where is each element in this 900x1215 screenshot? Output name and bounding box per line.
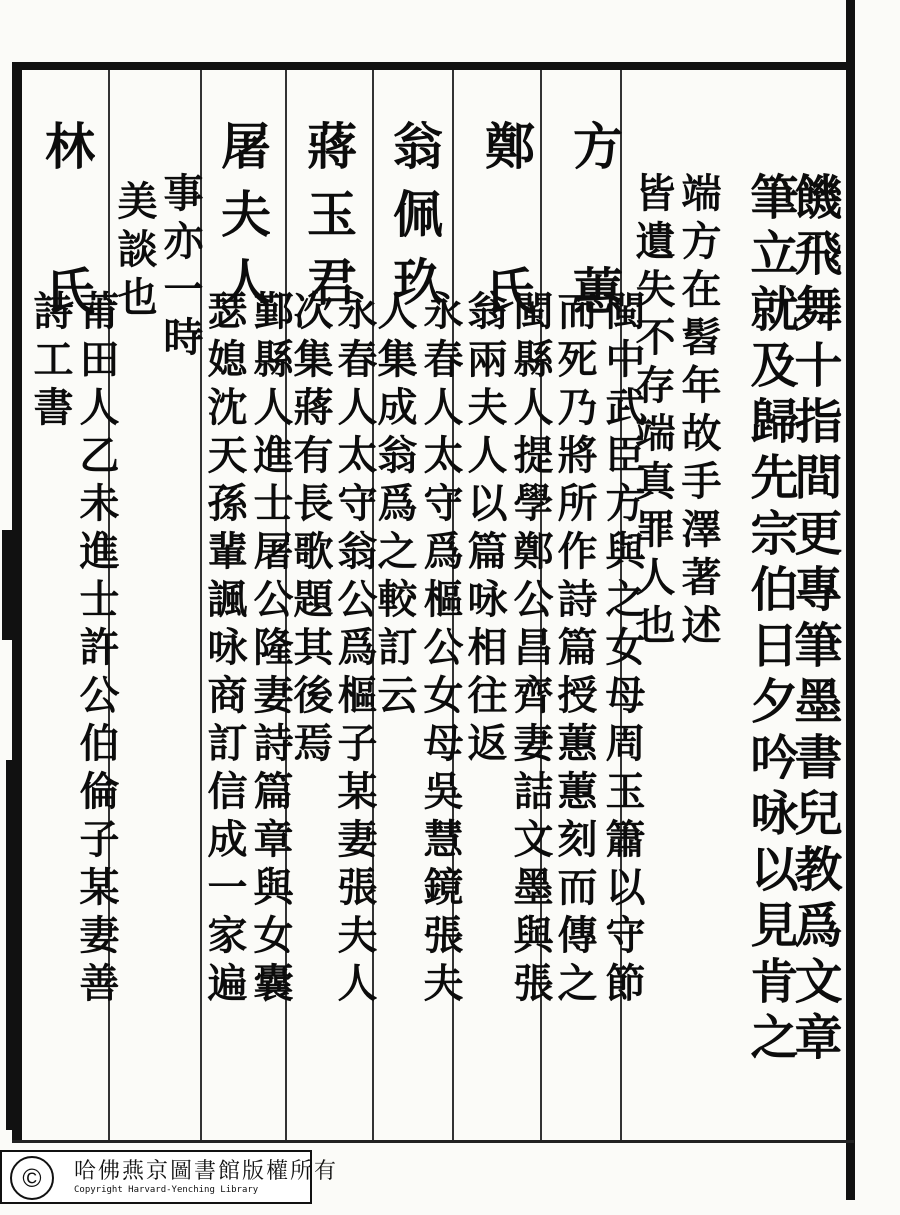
entry-name-lin-shi: 林 氏 <box>37 120 96 333</box>
text-column: 端方在髫年故手澤著述 <box>675 172 722 652</box>
text-column: 閩縣人提學鄭公昌齊妻詰文墨與張 <box>507 290 554 1010</box>
text-column: 而死乃將所作詩篇授蕙蕙刻而傳之 <box>551 290 598 1010</box>
entry-name-tu-furen: 屠夫人 <box>213 120 272 324</box>
text-column: 饑飛舞十指間更專筆墨書兒教爲文章 <box>786 172 842 1068</box>
entry-name-weng-peijiu: 翁佩玖 <box>385 120 444 324</box>
text-column: 詩工書 <box>27 290 74 434</box>
copyright-stamp <box>0 1150 339 1204</box>
text-column: 瑟媳沈天孫輩諷咏商訂信成一家遍 <box>201 290 248 1010</box>
text-column: 次集蔣有長歌題其後焉 <box>287 290 334 770</box>
frame-top-border <box>12 62 854 70</box>
text-column: 筆立就及歸先宗伯日夕吟咏以見肯之 <box>742 172 798 1068</box>
text-column: 永春人太守翁公爲樞子某妻張夫人 <box>331 290 378 1010</box>
frame-bottom-border <box>12 1140 854 1143</box>
text-column: 鄞縣人進士屠公隆妻詩篇章與女囊 <box>247 290 294 1010</box>
ink-blot <box>2 530 14 640</box>
text-column: 事亦一時 <box>157 172 204 364</box>
frame-right-border <box>846 0 855 1200</box>
text-column: 皆遺失不存端真罪人也 <box>629 172 676 652</box>
text-column: 美談也 <box>111 180 158 324</box>
ink-blot <box>6 760 14 1130</box>
copyright-symbol: © <box>10 1156 54 1200</box>
entry-name-zheng-shi: 鄭 氏 <box>477 120 536 333</box>
text-column: 莆田人乙未進士許公伯倫子某妻善 <box>73 290 120 1010</box>
entry-name-fang-hui: 方 蕙 <box>565 120 624 333</box>
text-column: 永春人太守爲樞公女母吳慧鏡張夫 <box>417 290 464 1010</box>
text-column: 翁兩夫人以篇咏相往返 <box>461 290 508 770</box>
entry-name-jiang-yujun: 蔣玉君 <box>299 120 358 324</box>
copyright-chinese: 哈佛燕京圖書館版權所有 <box>74 1159 339 1184</box>
copyright-english: Copyright Harvard-Yenching Library <box>74 1185 259 1195</box>
text-column: 閩中武臣方與之女母周玉簫以守節 <box>599 290 646 1010</box>
text-column: 人集成翁爲之較訂云 <box>371 290 418 722</box>
